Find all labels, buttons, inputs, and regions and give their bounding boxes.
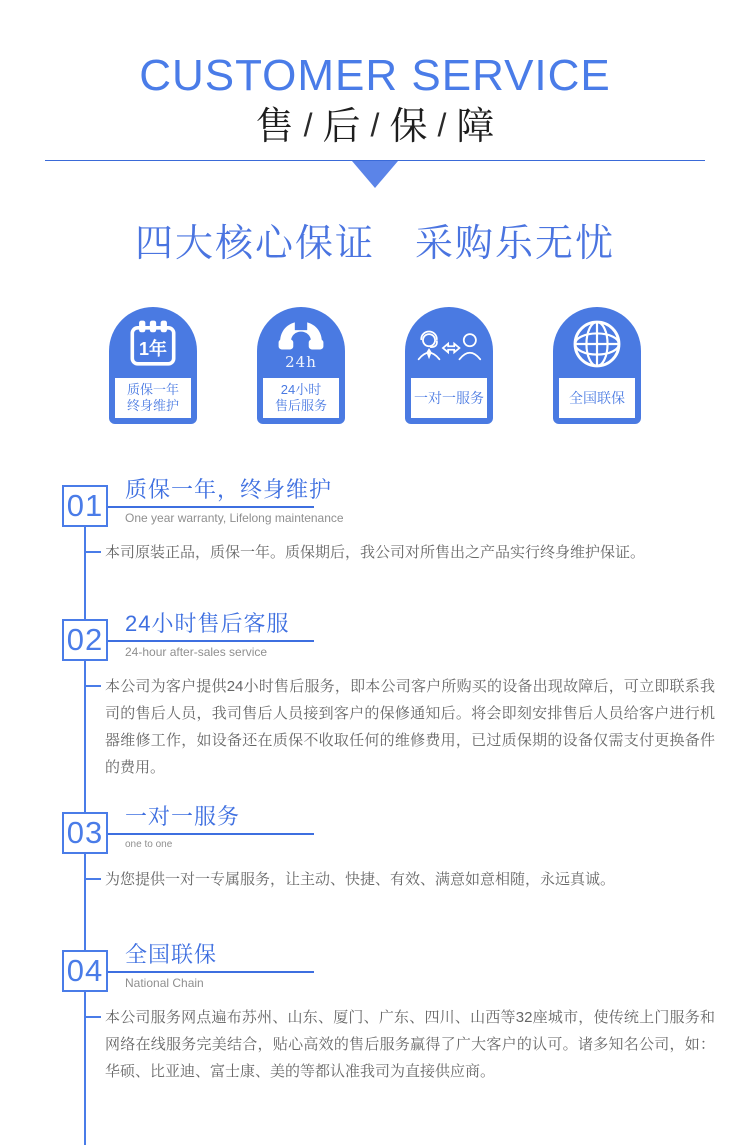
calendar-warranty-icon [109,307,197,371]
section-body: 本司原装正品，质保一年。质保期后，我公司对所售出之产品实行终身维护保证。 [105,539,715,566]
section-number-badge: 01 [62,485,108,527]
badge-label: 一对一服务 [411,378,487,418]
section-title: 一对一服务 [125,804,241,830]
title-underline [107,833,314,835]
section-number-badge: 02 [62,619,108,661]
section-title: 24小时售后客服 [125,611,290,637]
slash-separator: / [370,107,380,144]
badge-24h-service [257,307,345,424]
section-title: 全国联保 [125,942,218,968]
connector-dash [85,878,101,880]
guarantee-timeline [0,476,750,1145]
zh-char: 后 [322,106,361,149]
connector-dash [85,551,101,553]
badge-label: 24小时 售后服务 [263,378,339,418]
zh-char: 保 [389,106,428,149]
zh-char: 障 [456,106,495,149]
page-title-english: CUSTOMER SERVICE [139,51,611,100]
globe-icon [553,307,641,371]
slash-separator: / [437,107,447,144]
core-guarantee-headline: 四大核心保证 采购乐无忧 [134,223,615,266]
section-national-warranty [0,941,750,1085]
section-subtitle-en: 24-hour after-sales service [125,645,268,660]
badge-national-warranty [553,307,641,424]
calendar-year-text: 1年 [138,338,168,359]
phone-24h-caption: 24h [285,353,317,372]
page-title-chinese [0,106,750,150]
section-subtitle-en: National Chain [125,976,204,991]
section-number-badge: 03 [62,812,108,854]
section-body: 为您提供一对一专属服务，让主动、快捷、有效、满意如意相随，永远真诚。 [105,866,715,893]
guarantee-badges-row [0,307,750,424]
section-number-badge: 04 [62,950,108,992]
section-one-to-one [0,803,750,893]
connector-dash [85,1016,101,1018]
title-underline [107,506,314,508]
section-warranty [0,476,750,566]
badge-label: 全国联保 [559,378,635,418]
one-to-one-service-icon [405,307,493,371]
telephone-icon [257,307,345,371]
section-subtitle-en: one to one [125,839,173,851]
section-24h-support [0,610,750,781]
title-underline [107,640,314,642]
zh-char: 售 [255,106,294,149]
section-divider [45,160,705,190]
section-body: 本公司为客户提供24小时售后服务，即本公司客户所购买的设备出现故障后，可立即联系我司的售后人员，我司售后人员接到客户的保修通知后。将会即刻安排售后人员给客户进行机器维修工作，如设备还在质保不收取任何的维修费用，已过质保期的设备仅需支付更换备件的费用。 [105,673,715,781]
title-underline [107,971,314,973]
section-subtitle-en: One year warranty, Lifelong maintenance [125,511,344,526]
page-header [0,0,750,150]
section-title: 质保一年，终身维护 [125,477,333,503]
badge-one-to-one [405,307,493,424]
badge-warranty [109,307,197,424]
connector-dash [85,685,101,687]
triangle-down-icon [352,161,398,188]
section-body: 本公司服务网点遍布苏州、山东、厦门、广东、四川、山西等32座城市，使传统上门服务和网络在线服务完美结合，贴心高效的售后服务赢得了广大客户的认可。诸多知名公司，如：华硕、比亚迪、富士康、美的等都认准我司为直接供应商。 [105,1004,715,1085]
slash-separator: / [303,107,313,144]
badge-label: 质保一年 终身维护 [115,378,191,418]
